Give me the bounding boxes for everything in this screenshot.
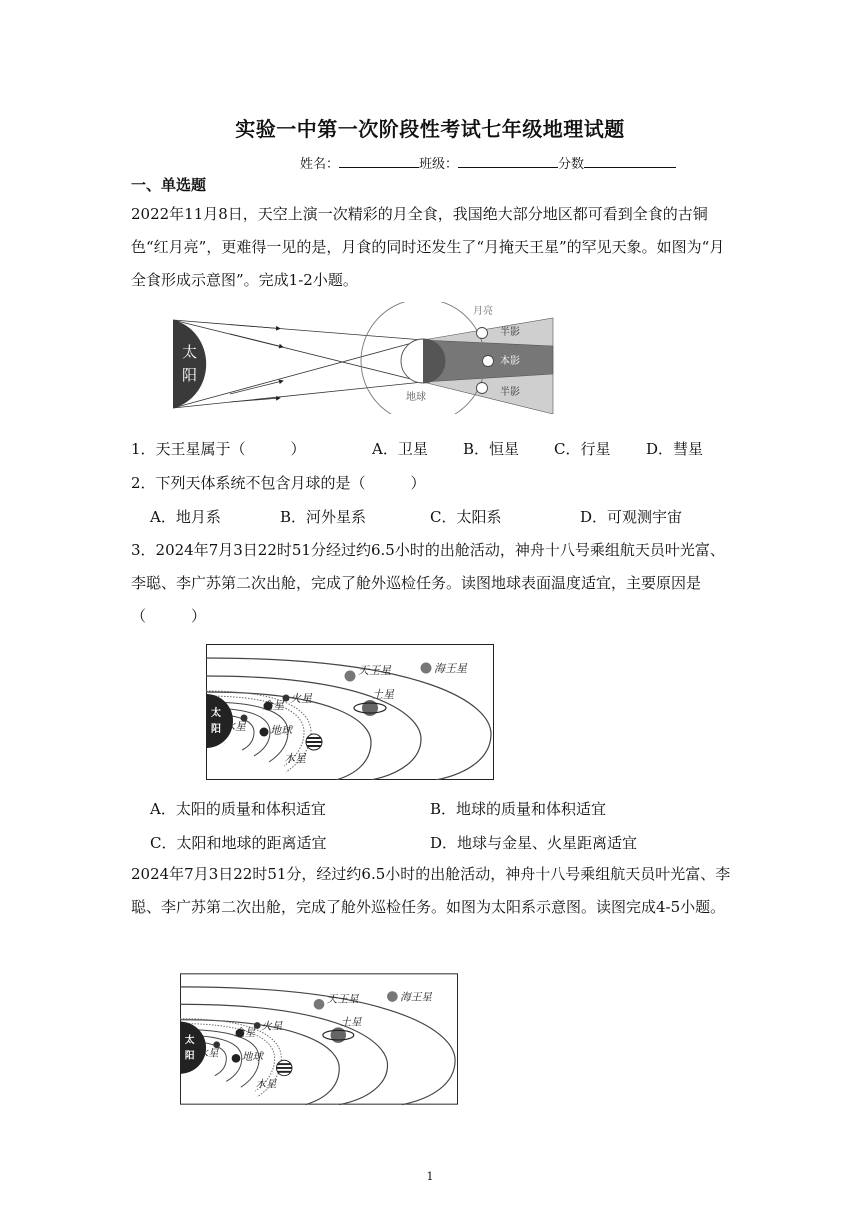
sun-label-1: 太 [211, 708, 221, 719]
mercury-label: 水星 [224, 720, 246, 733]
question-3-option-c[interactable]: C．太阳和地球的距离适宜 [150, 834, 327, 852]
name-label: 姓名： [300, 157, 340, 172]
question-1-option-b[interactable]: B．恒星 [463, 440, 520, 458]
page-number: 1 [426, 1170, 434, 1183]
page-title: 实验一中第一次阶段性考试七年级地理试题 [235, 117, 625, 141]
uranus-label: 天王星 [326, 992, 359, 1006]
neptune-label: 海王星 [400, 990, 432, 1004]
score-label: 分数 [558, 157, 585, 172]
question-1-option-c[interactable]: C．行星 [554, 440, 611, 458]
class-blank[interactable] [458, 155, 558, 168]
moon-position-middle [483, 356, 494, 367]
jupiter-label: 木星 [284, 752, 306, 765]
penumbra-top-label: 半影 [500, 327, 520, 338]
sun-label-2: 阳 [182, 366, 198, 384]
mars-label: 火星 [261, 1019, 283, 1033]
question-3-stem: 3．2024年7月3日22时51分经过约6.5小时的出舱活动，神舟十八号乘组航天员叶光富、李聪、李广苏第二次出舱，完成了舱外巡检任务。读图地球表面温度适宜，主要原因是（ ） [131, 541, 725, 625]
earth-label: 地球 [241, 1050, 264, 1064]
question-2-option-d[interactable]: D．可观测宇宙 [580, 508, 683, 526]
uranus-label: 天王星 [358, 664, 391, 677]
student-info-line [300, 153, 676, 172]
question-2-option-a[interactable]: A．地月系 [150, 508, 221, 526]
jupiter-label: 木星 [255, 1077, 277, 1091]
neptune-label: 海王星 [434, 662, 467, 675]
penumbra-bottom-label: 半影 [500, 387, 520, 398]
venus-label: 金星 [234, 1026, 256, 1040]
question-3-option-d[interactable]: D．地球与金星、火星距离适宜 [430, 834, 638, 852]
venus-label: 金星 [262, 699, 284, 712]
mercury-label: 水星 [197, 1046, 219, 1060]
lunar-eclipse-diagram [170, 302, 560, 414]
name-blank[interactable] [339, 155, 419, 168]
question-2-option-b[interactable]: B．河外星系 [280, 508, 367, 526]
question-3-option-a[interactable]: A．太阳的质量和体积适宜 [150, 800, 326, 818]
mars-label: 火星 [290, 692, 312, 705]
section-heading: 一、单选题 [131, 176, 207, 194]
moon-position-top [477, 328, 488, 339]
earth-label: 地球 [406, 392, 426, 403]
score-blank[interactable] [584, 155, 676, 168]
question-2-stem: 2．下列天体系统不包含月球的是（ ） [131, 474, 426, 492]
umbra-label: 本影 [500, 356, 520, 367]
moon-label: 月亮 [473, 306, 493, 317]
question-1-option-d[interactable]: D．彗星 [646, 440, 704, 458]
saturn-label: 土星 [340, 1015, 362, 1029]
question-1-stem: 1．天王星属于（ ） [131, 440, 306, 458]
moon-position-bottom [477, 383, 488, 394]
class-label: 班级： [419, 157, 459, 172]
solar-system-diagram-2 [180, 972, 458, 1106]
solar-system-diagram-1 [206, 644, 494, 780]
earth-label: 地球 [270, 724, 292, 737]
question-2-option-c[interactable]: C．太阳系 [430, 508, 502, 526]
sun-label-2: 阳 [211, 724, 221, 735]
intro-paragraph-2: 2024年7月3日22时51分，经过约6.5小时的出舱活动，神舟十八号乘组航天员叶光富、李聪、李广苏第二次出舱，完成了舱外巡检任务。如图为太阳系示意图。读图完成4-5小题。 [131, 865, 731, 916]
sun-label-2: 阳 [184, 1050, 195, 1062]
sun-label-1: 太 [184, 1034, 195, 1046]
sun-label-1: 太 [182, 343, 198, 361]
intro-paragraph-1: 2022年11月8日，天空上演一次精彩的月全食，我国绝大部分地区都可看到全食的古铜色“红月亮”，更难得一见的是，月食的同时还发生了“月掩天王星”的罕见天象。如图为“月全食形成示意图”。完成1-2小题。 [131, 205, 725, 289]
question-3-option-b[interactable]: B．地球的质量和体积适宜 [430, 800, 607, 818]
saturn-label: 土星 [372, 688, 394, 701]
question-1-option-a[interactable]: A．卫星 [372, 440, 428, 458]
sun-shape [173, 320, 206, 408]
